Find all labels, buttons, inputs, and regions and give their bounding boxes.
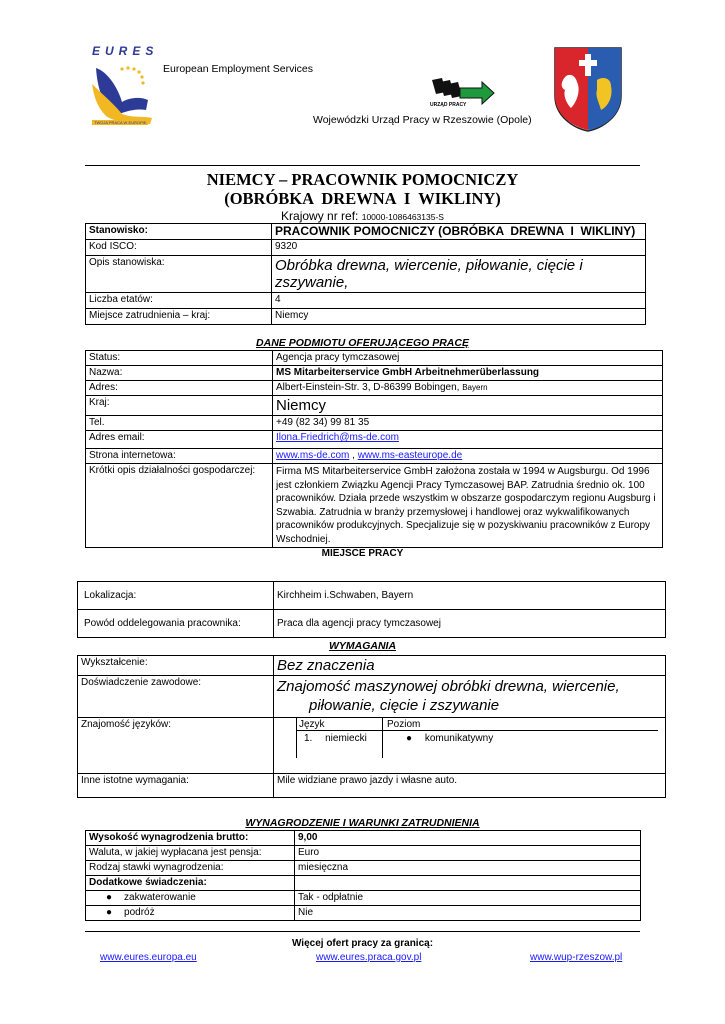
- positions-count-label: Liczba etatów:: [86, 293, 272, 309]
- name-label: Nazwa:: [86, 366, 273, 381]
- footer-divider: [85, 931, 640, 932]
- table-row: [86, 240, 646, 256]
- bullet-icon: ●: [106, 892, 113, 903]
- footer-link-eures[interactable]: www.eures.europa.eu: [100, 952, 197, 963]
- website-link-2[interactable]: www.ms-easteurope.de: [357, 450, 463, 461]
- language-name: niemiecki: [325, 733, 367, 744]
- language-entry: [304, 733, 367, 745]
- benefit-row-2: [86, 906, 295, 921]
- table-row: [78, 610, 666, 638]
- tel-label: Tel.: [86, 416, 273, 431]
- workplace-section-title: MIEJSCE PRACY: [321, 548, 404, 559]
- benefit-value-2: Nie: [295, 906, 641, 921]
- position-label: Stanowisko:: [86, 224, 272, 240]
- employer-country-value: Niemcy: [273, 396, 663, 416]
- address-value: [273, 381, 663, 396]
- gross-value: 9,00: [295, 831, 641, 846]
- currency-label: Waluta, w jakiej wypłacana jest pensja:: [86, 846, 295, 861]
- website-cell: [273, 449, 663, 464]
- header-divider: [85, 165, 640, 166]
- table-row: [86, 381, 663, 396]
- workplace-table: [77, 581, 666, 638]
- education-value: Bez znaczenia: [274, 656, 666, 676]
- other-requirements-value: Mile widziane prawo jazdy i własne auto.: [274, 774, 666, 798]
- job-table: [85, 223, 646, 325]
- table-row: [86, 366, 663, 381]
- employer-section-title: DANE PODMIOTU OFERUJĄCEGO PRACĘ: [256, 337, 469, 349]
- level-value: komunikatywny: [424, 733, 494, 744]
- positions-count-value: 4: [272, 293, 646, 309]
- table-row: [86, 351, 663, 366]
- eures-service-name: European Employment Services: [163, 63, 313, 75]
- isco-value: 9320: [272, 240, 646, 256]
- level-col-header: Poziom: [387, 719, 421, 730]
- coat-of-arms-icon: [553, 46, 623, 132]
- page-title-line1: NIEMCY – PRACOWNIK POMOCNICZY: [206, 170, 519, 189]
- benefit-row-1: [86, 891, 295, 906]
- isco-label: Kod ISCO:: [86, 240, 272, 256]
- languages-subtable-left: [296, 718, 297, 758]
- bullet-icon: ●: [106, 907, 113, 918]
- table-row: [86, 256, 646, 293]
- table-row: [86, 891, 641, 906]
- hands-icon: [88, 58, 158, 128]
- website-label: Strona internetowa:: [86, 449, 273, 464]
- gross-label: Wysokość wynagrodzenia brutto:: [86, 831, 295, 846]
- name-value: MS Mitarbeiterservice GmbH Arbeitnehmerüberlassung: [273, 366, 663, 381]
- currency-value: Euro: [295, 846, 641, 861]
- position-value: PRACOWNIK POMOCNICZY (OBRÓBKA DREWNA I WIKLINY): [272, 224, 646, 240]
- languages-cell: [274, 718, 666, 774]
- business-description-value: Firma MS Mitarbeiterservice GmbH założona została w 1994 w Augsburgu. Od 1996 jest członkiem Związku Agencji Pracy Tymczasowej BAP. Zatrudnia średnio ok. 100 pracowników. Działa przede wszystkim w obszarze gospodarczym regionu Augsburg i Szwabia. Zatrudnia w branży przemysłowej i handlowej oraz wykwalifikowanych pracowników produkcyjnych. Specjalizuje się w pozyskiwaniu pracowników z Europy Wschodniej.: [273, 464, 663, 548]
- eures-wordmark: EURES: [92, 44, 159, 58]
- description-label: Opis stanowiska:: [86, 256, 272, 293]
- description-value: Obróbka drewna, wiercenie, piłowanie, cięcie i zszywanie,: [272, 256, 646, 293]
- email-label: Adres email:: [86, 431, 273, 449]
- table-row: [86, 846, 641, 861]
- language-number: 1.: [304, 733, 313, 744]
- reason-value: Praca dla agencji pracy tymczasowej: [274, 610, 666, 638]
- footer-link-wup[interactable]: www.wup-rzeszow.pl: [530, 952, 623, 963]
- requirements-table: [77, 655, 666, 798]
- table-row: [86, 416, 663, 431]
- tel-value: +49 (82 34) 99 81 35: [273, 416, 663, 431]
- table-row: [78, 774, 666, 798]
- table-row: [86, 861, 641, 876]
- reason-label: Powód oddelegowania pracownika:: [78, 610, 274, 638]
- table-row: [78, 676, 666, 718]
- status-label: Status:: [86, 351, 273, 366]
- table-row: [78, 582, 666, 610]
- salary-section-title: WYNAGRODZENIE I WARUNKI ZATRUDNIENIA: [245, 817, 480, 829]
- wup-logo-text: URZĄD PRACY: [430, 102, 467, 108]
- reference-value: 10000-1086463135-S: [361, 212, 444, 222]
- experience-value: [274, 676, 666, 718]
- wup-logo: [430, 76, 496, 110]
- languages-subtable-divider: [382, 718, 383, 758]
- wup-name: Wojewódzki Urząd Pracy w Rzeszowie (Opole): [313, 114, 532, 126]
- employer-country-label: Kraj:: [86, 396, 273, 416]
- table-row: [78, 656, 666, 676]
- coat-of-arms-shield: [553, 46, 623, 132]
- benefit-value-1: Tak - odpłatnie: [295, 891, 641, 906]
- website-separator: ,: [349, 450, 358, 461]
- languages-label: Znajomość języków:: [78, 718, 274, 774]
- experience-line-1: Znajomość maszynowej obróbki drewna, wiercenie,: [277, 678, 620, 695]
- table-row: [86, 293, 646, 309]
- experience-label: Doświadczenie zawodowe:: [78, 676, 274, 718]
- reference-label: Krajowy nr ref:: [281, 209, 359, 223]
- eures-tagline: TWOJA PRACA W EUROPIE: [94, 120, 147, 125]
- rate-label: Rodzaj stawki wynagrodzenia:: [86, 861, 295, 876]
- table-row: [86, 224, 646, 240]
- table-row: [86, 396, 663, 416]
- website-link-1[interactable]: www.ms-de.com: [276, 450, 350, 461]
- table-row: [86, 464, 663, 548]
- requirements-section-title: WYMAGANIA: [328, 640, 397, 652]
- table-row: [86, 876, 641, 891]
- footer-title: Więcej ofert pracy za granicą:: [291, 938, 434, 949]
- table-row: [86, 831, 641, 846]
- level-entry: [406, 733, 493, 745]
- address-street: Albert-Einstein-Str. 3, D-86399 Bobingen,: [276, 382, 460, 393]
- salary-table: [85, 830, 641, 921]
- table-row: [86, 449, 663, 464]
- employer-table: [85, 350, 663, 548]
- footer-link-praca[interactable]: www.eures.praca.gov.pl: [316, 952, 422, 963]
- location-label: Lokalizacja:: [78, 582, 274, 610]
- status-value: Agencja pracy tymczasowej: [273, 351, 663, 366]
- benefit-name-1: zakwaterowanie: [124, 892, 196, 903]
- benefit-name-2: podróż: [124, 907, 155, 918]
- country-value: Niemcy: [272, 309, 646, 325]
- table-row: [86, 906, 641, 921]
- table-row: [86, 431, 663, 449]
- email-cell: [273, 431, 663, 449]
- email-link[interactable]: Ilona.Friedrich@ms-de.com: [276, 432, 399, 443]
- eures-logo: [88, 40, 158, 130]
- address-region: Bayern: [462, 383, 488, 392]
- address-label: Adres:: [86, 381, 273, 396]
- other-requirements-label: Inne istotne wymagania:: [78, 774, 274, 798]
- languages-subtable-top: [296, 730, 658, 731]
- benefits-label: Dodatkowe świadczenia:: [86, 876, 295, 891]
- rate-value: miesięczna: [295, 861, 641, 876]
- country-label: Miejsce zatrudnienia – kraj:: [86, 309, 272, 325]
- language-col-header: Język: [299, 719, 325, 730]
- benefits-empty: [295, 876, 641, 891]
- page-title-line2: (OBRÓBKA DREWNA I WIKLINY): [224, 189, 501, 208]
- reference-number: [85, 209, 640, 223]
- bullet-icon: ●: [406, 733, 413, 744]
- location-value: Kirchheim i.Schwaben, Bayern: [274, 582, 666, 610]
- business-description-label: Krótki opis działalności gospodarczej:: [86, 464, 273, 548]
- table-row: [78, 718, 666, 774]
- experience-line-2: piłowanie, cięcie i zszywanie: [309, 697, 500, 714]
- table-row: [86, 309, 646, 325]
- education-label: Wykształcenie:: [78, 656, 274, 676]
